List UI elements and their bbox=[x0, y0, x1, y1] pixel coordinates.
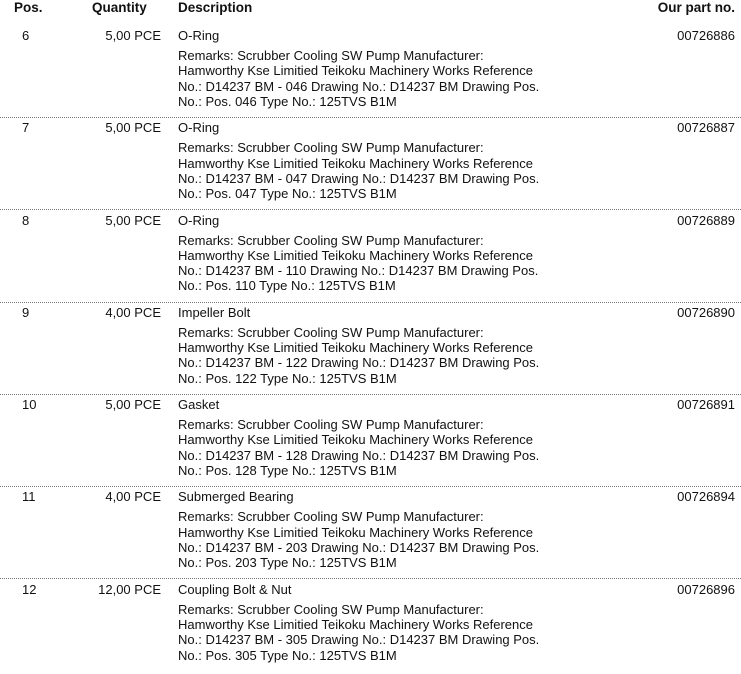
remarks-line: Hamworthy Kse Limitied Teikoku Machinery Works Reference bbox=[178, 247, 533, 263]
quantity-value: 5,00 PCE bbox=[105, 120, 161, 136]
item-remarks bbox=[178, 48, 578, 109]
remarks-line: No.: Pos. 122 Type No.: 125TVS B1M bbox=[178, 370, 397, 386]
remarks-line: Hamworthy Kse Limitied Teikoku Machinery Works Reference bbox=[178, 63, 533, 79]
remarks-line: No.: D14237 BM - 203 Drawing No.: D14237 BM Drawing Pos. bbox=[178, 540, 540, 556]
table-row bbox=[0, 213, 741, 305]
item-remarks bbox=[178, 509, 578, 570]
item-description: O-Ring bbox=[178, 28, 220, 43]
remarks-line: No.: Pos. 046 Type No.: 125TVS B1M bbox=[178, 93, 397, 109]
remarks-line: Hamworthy Kse Limitied Teikoku Machinery Works Reference bbox=[178, 432, 533, 448]
remarks-line: Hamworthy Kse Limitied Teikoku Machinery Works Reference bbox=[178, 617, 533, 633]
position-number: 9 bbox=[22, 304, 30, 320]
part-number: 00726886 bbox=[677, 28, 735, 43]
position-number: 8 bbox=[22, 212, 30, 228]
part-number: 00726890 bbox=[677, 304, 735, 320]
column-header-part-no: Our part no. bbox=[657, 0, 735, 15]
item-description: Submerged Bearing bbox=[178, 489, 294, 505]
part-number: 00726891 bbox=[677, 397, 735, 413]
position-number: 10 bbox=[22, 397, 37, 413]
remarks-line: Remarks: Scrubber Cooling SW Pump Manufacturer: bbox=[178, 509, 484, 525]
remarks-line: No.: Pos. 128 Type No.: 125TVS B1M bbox=[178, 463, 397, 479]
position-number: 7 bbox=[22, 120, 30, 136]
column-header-quantity: Quantity bbox=[92, 0, 147, 15]
item-description: Gasket bbox=[178, 397, 220, 413]
remarks-line: No.: Pos. 110 Type No.: 125TVS B1M bbox=[178, 278, 396, 294]
table-row bbox=[0, 120, 741, 212]
quantity-value: 12,00 PCE bbox=[98, 581, 161, 597]
row-separator bbox=[0, 578, 741, 579]
remarks-line: Remarks: Scrubber Cooling SW Pump Manufacturer: bbox=[178, 140, 484, 156]
row-separator bbox=[0, 209, 741, 210]
remarks-line: Hamworthy Kse Limitied Teikoku Machinery Works Reference bbox=[178, 155, 533, 171]
row-separator bbox=[0, 302, 741, 303]
position-number: 12 bbox=[22, 581, 37, 597]
remarks-line: Hamworthy Kse Limitied Teikoku Machinery Works Reference bbox=[178, 524, 533, 540]
table-row bbox=[0, 305, 741, 397]
quantity-value: 5,00 PCE bbox=[105, 212, 161, 228]
item-description: Coupling Bolt & Nut bbox=[178, 581, 292, 597]
column-header-description: Description bbox=[178, 0, 253, 15]
remarks-line: No.: Pos. 047 Type No.: 125TVS B1M bbox=[178, 186, 397, 202]
remarks-line: No.: D14237 BM - 305 Drawing No.: D14237 BM Drawing Pos. bbox=[178, 632, 540, 648]
part-number: 00726894 bbox=[677, 489, 735, 505]
remarks-line: No.: D14237 BM - 047 Drawing No.: D14237 BM Drawing Pos. bbox=[178, 170, 540, 186]
row-separator bbox=[0, 486, 741, 487]
remarks-line: No.: D14237 BM - 110 Drawing No.: D14237 BM Drawing Pos. bbox=[178, 263, 539, 279]
quantity-value: 5,00 PCE bbox=[105, 28, 161, 43]
remarks-line: No.: D14237 BM - 046 Drawing No.: D14237 BM Drawing Pos. bbox=[178, 78, 540, 94]
remarks-line: No.: Pos. 203 Type No.: 125TVS B1M bbox=[178, 555, 397, 571]
column-header-pos: Pos. bbox=[14, 0, 43, 15]
row-separator bbox=[0, 394, 741, 395]
remarks-line: Remarks: Scrubber Cooling SW Pump Manufacturer: bbox=[178, 324, 484, 340]
remarks-line: No.: D14237 BM - 128 Drawing No.: D14237 BM Drawing Pos. bbox=[178, 447, 540, 463]
table-row bbox=[0, 397, 741, 489]
remarks-line: Hamworthy Kse Limitied Teikoku Machinery Works Reference bbox=[178, 340, 533, 356]
item-list bbox=[0, 28, 741, 674]
quantity-value: 5,00 PCE bbox=[105, 397, 161, 413]
part-number: 00726896 bbox=[677, 581, 735, 597]
item-remarks bbox=[178, 602, 578, 663]
remarks-line: Remarks: Scrubber Cooling SW Pump Manufacturer: bbox=[178, 48, 484, 63]
item-remarks bbox=[178, 325, 578, 386]
table-row bbox=[0, 28, 741, 120]
item-description: Impeller Bolt bbox=[178, 304, 251, 320]
item-description: O-Ring bbox=[178, 120, 220, 136]
part-number: 00726889 bbox=[677, 212, 735, 228]
remarks-line: Remarks: Scrubber Cooling SW Pump Manufacturer: bbox=[178, 601, 484, 617]
item-remarks bbox=[178, 140, 578, 201]
remarks-line: No.: D14237 BM - 122 Drawing No.: D14237 BM Drawing Pos. bbox=[178, 355, 540, 371]
table-row bbox=[0, 582, 741, 674]
remarks-line: Remarks: Scrubber Cooling SW Pump Manufacturer: bbox=[178, 232, 484, 248]
item-description: O-Ring bbox=[178, 212, 220, 228]
item-remarks bbox=[178, 417, 578, 478]
position-number: 11 bbox=[22, 489, 36, 505]
quantity-value: 4,00 PCE bbox=[105, 304, 161, 320]
part-number: 00726887 bbox=[677, 120, 735, 136]
item-remarks bbox=[178, 233, 578, 294]
table-header bbox=[0, 0, 741, 18]
row-separator bbox=[0, 117, 741, 118]
quantity-value: 4,00 PCE bbox=[105, 489, 161, 505]
table-row bbox=[0, 489, 741, 581]
remarks-line: Remarks: Scrubber Cooling SW Pump Manufacturer: bbox=[178, 417, 484, 433]
position-number: 6 bbox=[22, 28, 30, 43]
remarks-line: No.: Pos. 305 Type No.: 125TVS B1M bbox=[178, 647, 397, 663]
